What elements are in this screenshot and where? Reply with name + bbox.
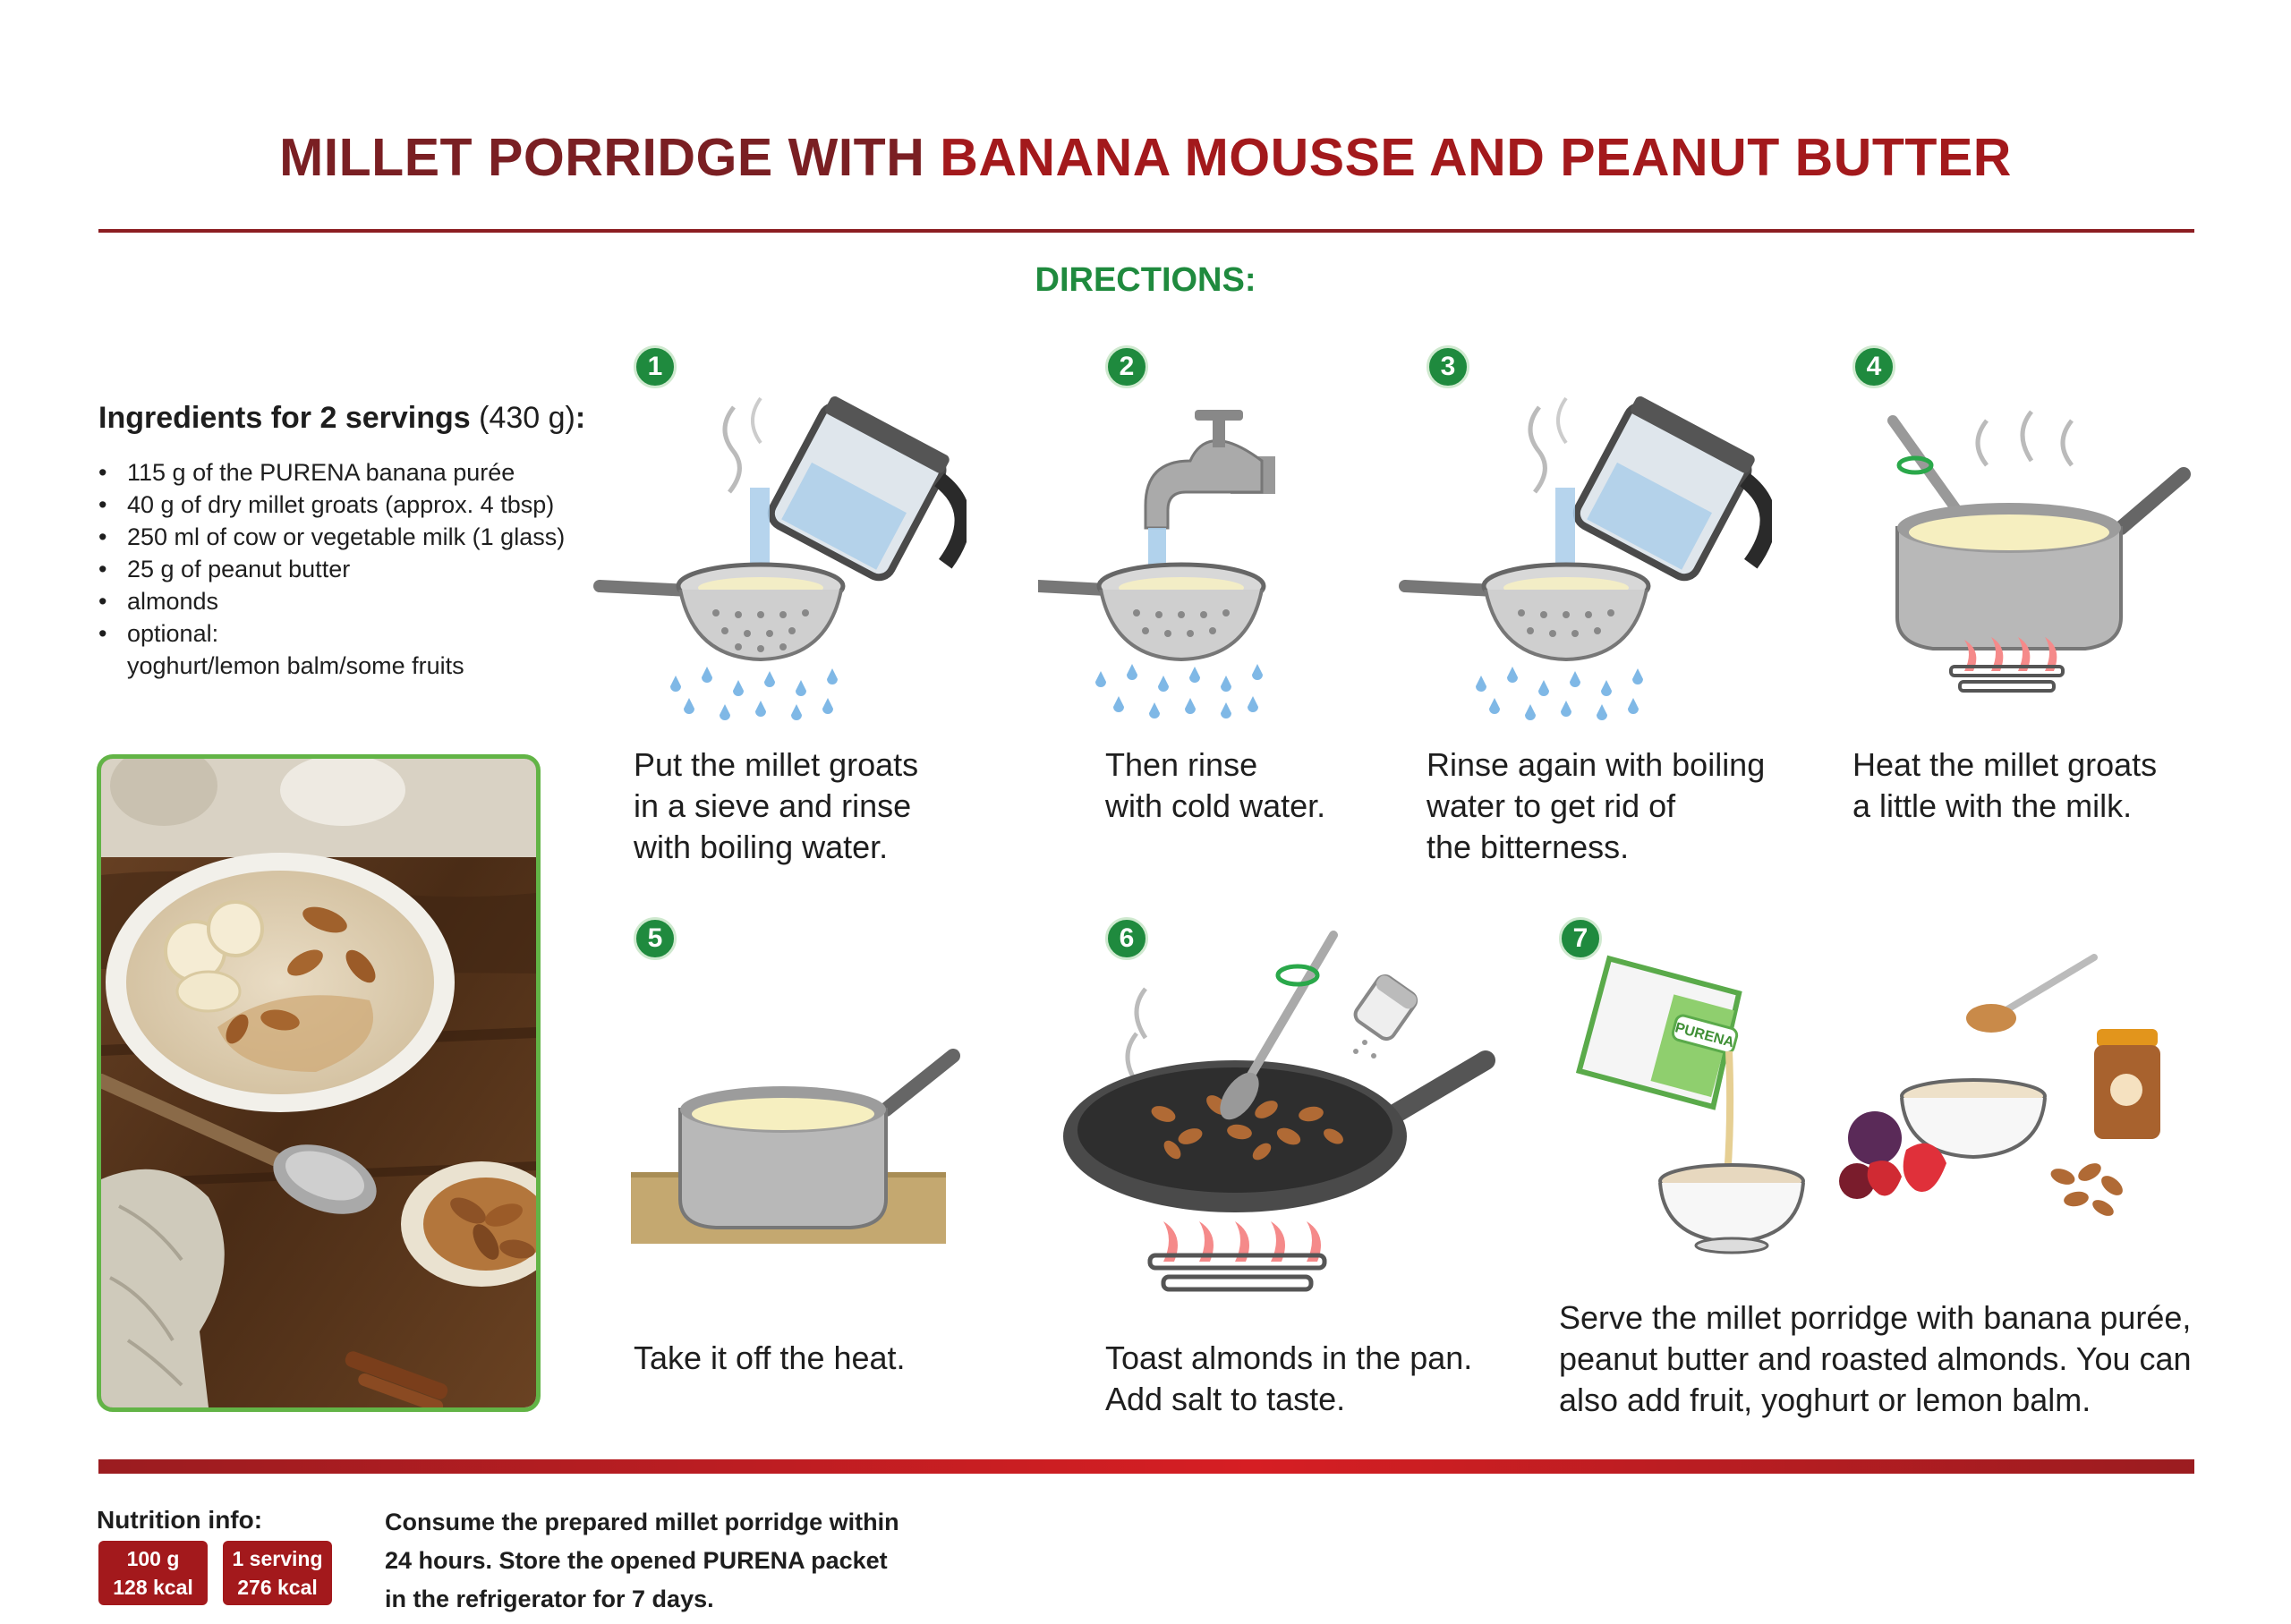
storage-note-line: in the refrigerator for 7 days. — [385, 1586, 714, 1612]
nutrition-box-100g — [98, 1541, 208, 1605]
step-4-illustration — [1879, 394, 2202, 716]
step-number-badge: 6 — [1105, 917, 1148, 960]
step-text-line: with cold water. — [1105, 787, 1326, 824]
saucepan-off-heat-icon — [631, 1038, 962, 1253]
step-text-line: Rinse again with boiling — [1427, 746, 1766, 783]
step-number-badge: 2 — [1105, 345, 1148, 388]
nutrition-box-amount: 100 g — [126, 1547, 180, 1570]
step-3-text — [1427, 744, 1765, 868]
step-5-text — [634, 1338, 906, 1379]
ingredient-item: • optional: — [98, 617, 565, 650]
step-7-illustration — [1575, 940, 2193, 1262]
step-text-line: Toast almonds in the pan. — [1105, 1339, 1473, 1376]
page-title — [0, 127, 2291, 188]
step-text-line: peanut butter and roasted almonds. You can — [1559, 1340, 2192, 1377]
step-number-badge: 5 — [634, 917, 677, 960]
step-text-line: Add salt to taste. — [1105, 1381, 1346, 1417]
step-number-badge: 3 — [1427, 345, 1469, 388]
step-number-badge: 7 — [1559, 917, 1602, 960]
saucepan-burner-icon — [1879, 394, 2202, 716]
ingredients-heading-bold: Ingredients for 2 servings — [98, 401, 471, 435]
step-1-text — [634, 744, 918, 868]
storage-note — [385, 1503, 899, 1619]
step-2-illustration — [1038, 385, 1324, 734]
title-divider — [98, 229, 2194, 233]
directions-heading: DIRECTIONS: — [1035, 261, 1256, 299]
serving-porridge-icon — [1575, 940, 2193, 1262]
step-2-text — [1105, 744, 1325, 827]
packet-brand: PURENA — [1673, 1020, 1736, 1051]
title-part-1: MILLET PORRIDGE WITH — [279, 128, 925, 187]
nutrition-label: Nutrition info: — [97, 1506, 263, 1534]
ingredients-heading-colon: : — [575, 401, 586, 435]
dish-photo — [97, 754, 541, 1412]
ingredient-item: • 25 g of peanut butter — [98, 553, 565, 585]
step-number-badge: 1 — [634, 345, 677, 388]
step-text-line: Then rinse — [1105, 746, 1258, 783]
kettle-sieve-icon — [1396, 371, 1772, 729]
step-4-text — [1852, 744, 2157, 827]
storage-note-line: 24 hours. Store the opened PURENA packet — [385, 1547, 888, 1574]
ingredient-item: • 40 g of dry millet groats (approx. 4 tbsp) — [98, 489, 565, 521]
step-5-illustration — [631, 1038, 962, 1253]
storage-note-line: Consume the prepared millet porridge within — [385, 1509, 899, 1535]
step-number-badge: 4 — [1852, 345, 1895, 388]
frying-pan-almonds-icon — [1056, 917, 1503, 1302]
footer-divider — [98, 1459, 2194, 1474]
step-6-illustration — [1056, 917, 1503, 1302]
kettle-sieve-icon — [591, 371, 967, 729]
step-text-line: in a sieve and rinse — [634, 787, 912, 824]
step-text-line: water to get rid of — [1427, 787, 1676, 824]
nutrition-box-kcal: 128 kcal — [113, 1576, 193, 1599]
ingredient-item: • 250 ml of cow or vegetable milk (1 glass) — [98, 521, 565, 553]
tap-sieve-icon — [1038, 385, 1324, 734]
ingredients-heading — [98, 401, 585, 436]
step-text-line: the bitterness. — [1427, 829, 1630, 865]
step-text-line: Heat the millet groats — [1852, 746, 2158, 783]
step-text-line: Put the millet groats — [634, 746, 919, 783]
step-3-illustration — [1396, 371, 1772, 729]
step-7-text — [1559, 1297, 2192, 1421]
step-6-text — [1105, 1338, 1472, 1420]
step-text-line: a little with the milk. — [1852, 787, 2133, 824]
title-part-2: BANANA MOUSSE AND PEANUT BUTTER — [940, 128, 2012, 187]
step-text-line: Take it off the heat. — [634, 1339, 906, 1376]
dish-photo-illustration — [101, 759, 536, 1407]
ingredients-list — [98, 456, 565, 682]
ingredient-optional-detail: yoghurt/lemon balm/some fruits — [127, 652, 464, 679]
ingredient-item: • almonds — [98, 585, 565, 617]
nutrition-box-serving — [223, 1541, 332, 1605]
ingredients-heading-weight: (430 g) — [479, 401, 575, 435]
nutrition-box-amount: 1 serving — [232, 1547, 323, 1570]
step-text-line: also add fruit, yoghurt or lemon balm. — [1559, 1382, 2091, 1418]
step-text-line: with boiling water. — [634, 829, 889, 865]
ingredient-item: • 115 g of the PURENA banana purée — [98, 456, 565, 489]
step-1-illustration — [591, 371, 967, 729]
step-text-line: Serve the millet porridge with banana purée, — [1559, 1299, 2192, 1336]
nutrition-box-kcal: 276 kcal — [237, 1576, 318, 1599]
